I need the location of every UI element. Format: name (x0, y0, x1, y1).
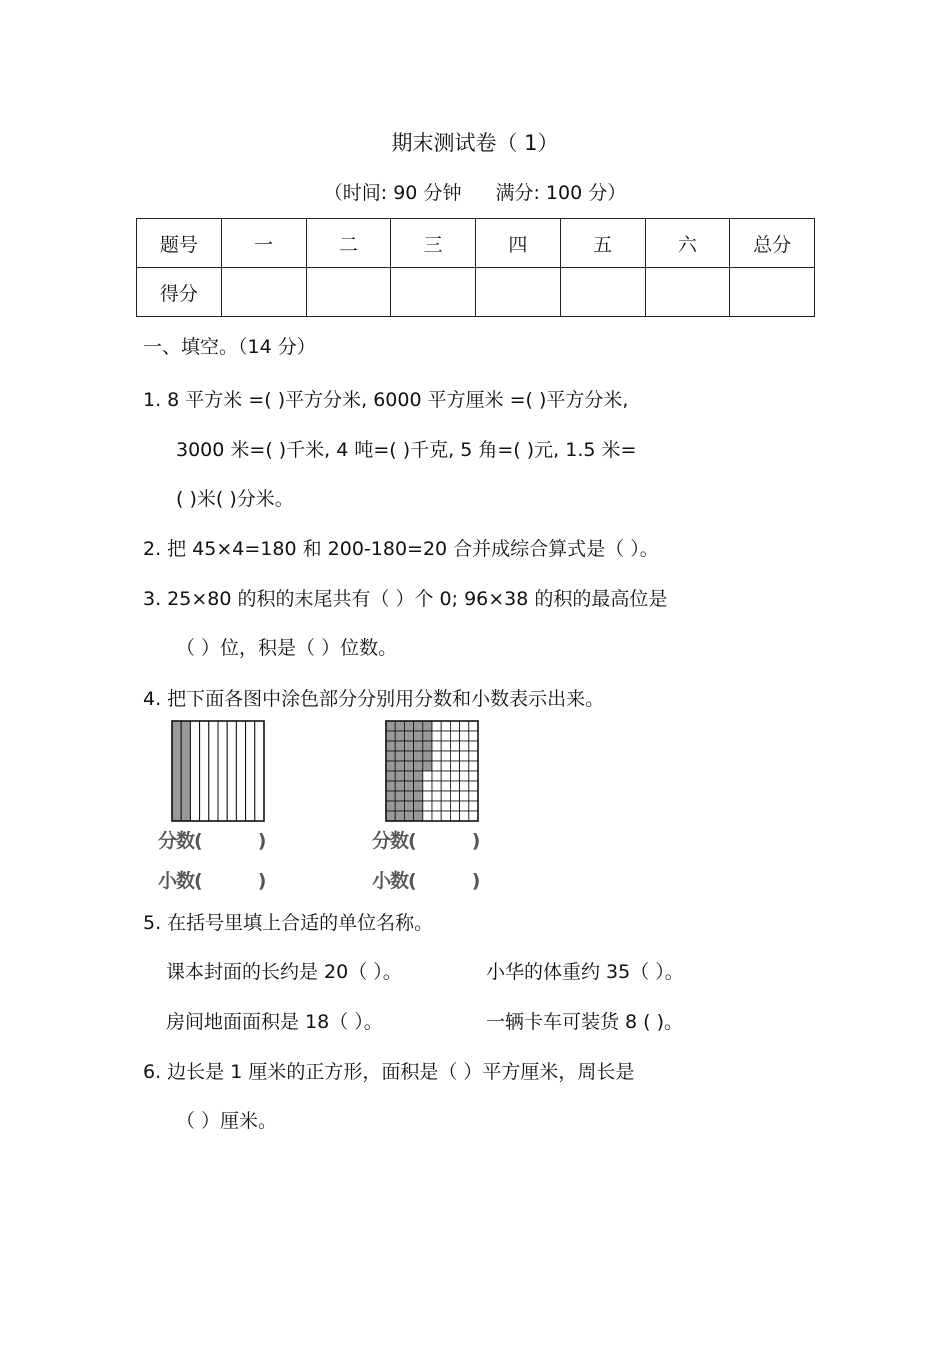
question-1-line-3: ( )米( )分米。 (176, 488, 294, 510)
shaded-cell (423, 761, 432, 771)
header-cell: 总分 (730, 219, 815, 268)
shaded-cell (404, 811, 413, 821)
fig1-fraction-label (158, 826, 265, 853)
unshaded-cell (441, 771, 450, 781)
unshaded-cell (450, 731, 459, 741)
shaded-cell (414, 721, 423, 731)
unshaded-cell (469, 761, 478, 771)
unshaded-cell (432, 751, 441, 761)
shaded-strip (172, 721, 181, 821)
question-6-line-2: （ ）厘米。 (176, 1110, 278, 1132)
shaded-cell (404, 741, 413, 751)
shaded-cell (414, 781, 423, 791)
question-5-item-3: 房间地面面积是 18（ ）。 (166, 1011, 383, 1033)
close-paren: ) (471, 830, 480, 852)
unshaded-cell (460, 811, 469, 821)
shaded-cell (404, 781, 413, 791)
unshaded-cell (460, 801, 469, 811)
shaded-cell (423, 731, 432, 741)
shaded-cell (404, 801, 413, 811)
shaded-cell (395, 791, 404, 801)
unshaded-cell (460, 751, 469, 761)
score-cell[interactable] (730, 268, 815, 317)
close-paren: ) (257, 870, 266, 892)
fig2-decimal-label (372, 866, 479, 893)
unshaded-cell (469, 801, 478, 811)
unshaded-strip (209, 721, 218, 821)
unshaded-strip (236, 721, 245, 821)
shaded-cell (395, 761, 404, 771)
question-5-item-4: 一辆卡车可装货 8 ( )。 (486, 1011, 684, 1033)
unshaded-cell (441, 721, 450, 731)
unshaded-cell (441, 761, 450, 771)
unshaded-cell (423, 781, 432, 791)
unshaded-cell (469, 791, 478, 801)
score-table (136, 218, 815, 317)
question-6-line-1: 6. 边长是 1 厘米的正方形，面积是（ ）平方厘米，周长是 (143, 1061, 635, 1083)
question-5-line-1: 5. 在括号里填上合适的单位名称。 (143, 912, 434, 934)
unshaded-strip (227, 721, 236, 821)
shaded-cell (423, 721, 432, 731)
unshaded-cell (450, 721, 459, 731)
shaded-cell (404, 771, 413, 781)
shaded-cell (414, 741, 423, 751)
unshaded-cell (432, 741, 441, 751)
score-table-score-row (137, 268, 815, 317)
shaded-cell (414, 811, 423, 821)
question-1-line-2: 3000 米=( )千米, 4 吨=( )千克, 5 角=( )元, 1.5 米= (176, 439, 637, 461)
shaded-cell (386, 781, 395, 791)
shaded-cell (414, 761, 423, 771)
unshaded-cell (450, 781, 459, 791)
unshaded-cell (450, 741, 459, 751)
shaded-cell (386, 751, 395, 761)
section-heading: 一、填空。（14 分） (143, 336, 316, 358)
unshaded-cell (441, 741, 450, 751)
unshaded-cell (450, 751, 459, 761)
unshaded-cell (450, 811, 459, 821)
exam-info (0, 178, 950, 205)
unshaded-cell (423, 811, 432, 821)
unshaded-cell (460, 781, 469, 791)
question-4-line-1: 4. 把下面各图中涂色部分分别用分数和小数表示出来。 (143, 688, 605, 710)
unshaded-cell (441, 781, 450, 791)
unshaded-cell (450, 761, 459, 771)
header-cell: 三 (391, 219, 476, 268)
score-cell[interactable] (391, 268, 476, 317)
decimal-label-text: 小数( (372, 870, 416, 892)
header-cell: 五 (560, 219, 645, 268)
unshaded-cell (441, 791, 450, 801)
shaded-cell (395, 721, 404, 731)
shaded-cell (404, 761, 413, 771)
shaded-cell (414, 731, 423, 741)
grid-figure (385, 720, 479, 822)
shaded-cell (404, 731, 413, 741)
shaded-cell (414, 771, 423, 781)
shaded-cell (386, 721, 395, 731)
unshaded-cell (469, 781, 478, 791)
score-cell[interactable] (306, 268, 391, 317)
shaded-cell (395, 781, 404, 791)
unshaded-cell (432, 721, 441, 731)
shaded-cell (386, 791, 395, 801)
unshaded-cell (469, 721, 478, 731)
fig2-fraction-label (372, 826, 479, 853)
shaded-cell (386, 771, 395, 781)
shaded-cell (386, 741, 395, 751)
score-table-header-row (137, 219, 815, 268)
shaded-cell (386, 761, 395, 771)
shaded-cell (395, 751, 404, 761)
unshaded-cell (450, 771, 459, 781)
shaded-cell (423, 751, 432, 761)
unshaded-cell (441, 751, 450, 761)
shaded-cell (414, 791, 423, 801)
unshaded-cell (441, 731, 450, 741)
question-1-line-1: 1. 8 平方米 =( )平方分米, 6000 平方厘米 =( )平方分米, (143, 389, 629, 411)
shaded-cell (414, 751, 423, 761)
shaded-cell (404, 721, 413, 731)
unshaded-strip (246, 721, 255, 821)
unshaded-cell (432, 771, 441, 781)
unshaded-cell (432, 791, 441, 801)
unshaded-cell (460, 731, 469, 741)
shaded-strip (181, 721, 190, 821)
exam-time: （时间: 90 分钟 (323, 182, 462, 204)
shaded-cell (386, 801, 395, 811)
shaded-cell (395, 741, 404, 751)
unshaded-cell (460, 741, 469, 751)
fig1-decimal-label (158, 866, 265, 893)
shaded-cell (395, 771, 404, 781)
question-5-item-2: 小华的体重约 35（ ）。 (486, 961, 684, 983)
unshaded-strip (218, 721, 227, 821)
fraction-label-text: 分数( (158, 830, 202, 852)
close-paren: ) (471, 870, 480, 892)
unshaded-cell (432, 761, 441, 771)
unshaded-cell (450, 791, 459, 801)
unshaded-cell (441, 811, 450, 821)
shaded-cell (386, 811, 395, 821)
header-cell: 题号 (137, 219, 222, 268)
unshaded-cell (469, 811, 478, 821)
shaded-cell (395, 731, 404, 741)
question-3-line-1: 3. 25×80 的积的末尾共有（ ）个 0; 96×38 的积的最高位是 (143, 588, 668, 610)
unshaded-cell (469, 771, 478, 781)
unshaded-cell (450, 801, 459, 811)
header-cell: 六 (645, 219, 730, 268)
shaded-cell (386, 731, 395, 741)
unshaded-cell (460, 791, 469, 801)
unshaded-cell (423, 771, 432, 781)
page-title: 期末测试卷（ 1） (391, 131, 559, 155)
score-cell[interactable] (221, 268, 306, 317)
unshaded-cell (441, 801, 450, 811)
unshaded-cell (423, 801, 432, 811)
shaded-cell (414, 801, 423, 811)
strip-figure (171, 720, 265, 822)
unshaded-cell (432, 731, 441, 741)
shaded-cell (395, 801, 404, 811)
unshaded-cell (423, 791, 432, 801)
unshaded-cell (432, 781, 441, 791)
header-cell: 四 (476, 219, 561, 268)
fraction-label-text: 分数( (372, 830, 416, 852)
unshaded-cell (432, 801, 441, 811)
unshaded-cell (432, 811, 441, 821)
score-cell[interactable] (645, 268, 730, 317)
shaded-cell (404, 791, 413, 801)
score-cell[interactable] (560, 268, 645, 317)
shaded-cell (404, 751, 413, 761)
unshaded-cell (469, 731, 478, 741)
shaded-cell (395, 811, 404, 821)
exam-total-score: 满分: 100 分） (495, 182, 627, 204)
unshaded-cell (460, 771, 469, 781)
unshaded-strip (190, 721, 199, 821)
decimal-label-text: 小数( (158, 870, 202, 892)
unshaded-cell (460, 761, 469, 771)
row-label-cell: 得分 (137, 268, 222, 317)
unshaded-cell (460, 721, 469, 731)
unshaded-cell (469, 751, 478, 761)
shaded-cell (423, 741, 432, 751)
unshaded-strip (200, 721, 209, 821)
unshaded-cell (469, 741, 478, 751)
unshaded-strip (255, 721, 264, 821)
header-cell: 一 (221, 219, 306, 268)
score-cell[interactable] (476, 268, 561, 317)
close-paren: ) (257, 830, 266, 852)
question-5-item-1: 课本封面的长约是 20（ ）。 (166, 961, 402, 983)
question-3-line-2: （ ）位，积是（ ）位数。 (176, 637, 398, 659)
question-2-line-1: 2. 把 45×4=180 和 200-180=20 合并成综合算式是（ ）。 (143, 538, 659, 560)
header-cell: 二 (306, 219, 391, 268)
